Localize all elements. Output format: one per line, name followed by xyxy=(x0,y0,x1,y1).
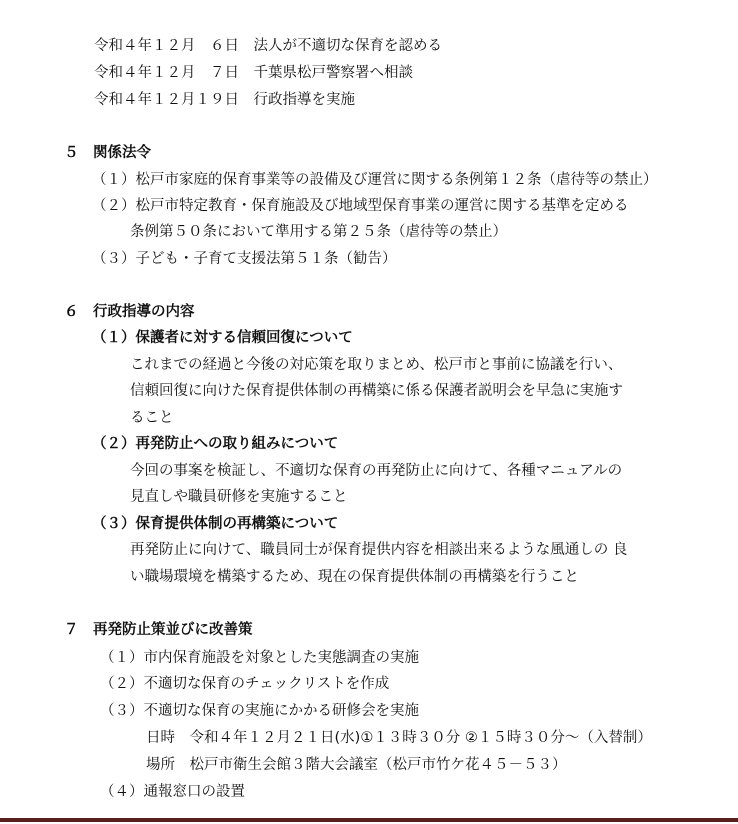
guidance-3-title: （３）保育提供体制の再構築について xyxy=(92,516,339,532)
law-item-2-continuation: 条例第５０条において準用する第２５条（虐待等の禁止） xyxy=(130,224,507,240)
footer-divider xyxy=(0,818,738,822)
guidance-1-line: 信頼回復に向けた保育提供体制の再構築に係る保護者説明会を早急に実施す xyxy=(130,383,623,399)
law-item-2: （２）松戸市特定教育・保育施設及び地域型保育事業の運営に関する基準を定める xyxy=(92,198,629,214)
timeline-entry-dec6: 令和４年１２月 ６日 法人が不適切な保育を認める xyxy=(94,38,442,54)
law-item-3: （３）子ども・子育て支援法第５１条（勧告） xyxy=(92,251,397,267)
section-5-heading: ５ 関係法令 xyxy=(64,145,151,161)
law-item-1: （１）松戸市家庭的保育事業等の設備及び運営に関する条例第１２条（虐待等の禁止） xyxy=(92,172,658,188)
training-place: 場所 松戸市衛生会館３階大会議室（松戸市竹ケ花４５－５３） xyxy=(146,757,567,773)
guidance-2-title: （２）再発防止への取り組みについて xyxy=(92,436,339,452)
section-6-heading: ６ 行政指導の内容 xyxy=(64,304,195,320)
section-7-heading: ７ 再発防止策並びに改善策 xyxy=(64,622,253,638)
measure-item-4: （４）通報窓口の設置 xyxy=(100,784,245,800)
measure-item-3: （３）不適切な保育の実施にかかる研修会を実施 xyxy=(100,703,419,719)
guidance-1-line: これまでの経過と今後の対応策を取りまとめ、松戸市と事前に協議を行い、 xyxy=(130,357,623,373)
timeline-entry-dec19: 令和４年１２月１９日 行政指導を実施 xyxy=(94,92,355,108)
guidance-2-line: 見直しや職員研修を実施すること xyxy=(130,489,348,505)
training-datetime: 日時 令和４年１２月２１日(水)①１３時３０分 ②１５時３０分～（入替制） xyxy=(146,730,652,746)
guidance-2-line: 今回の事案を検証し、不適切な保育の再発防止に向けて、各種マニュアルの xyxy=(130,463,623,479)
measure-item-2: （２）不適切な保育のチェックリストを作成 xyxy=(100,676,390,692)
timeline-entry-dec7: 令和４年１２月 ７日 千葉県松戸警察署へ相談 xyxy=(94,65,413,81)
guidance-3-line: い職場環境を構築するため、現在の保育提供体制の再構築を行うこと xyxy=(130,569,579,585)
guidance-1-title: （１）保護者に対する信頼回復について xyxy=(92,330,353,346)
measure-item-1: （１）市内保育施設を対象とした実態調査の実施 xyxy=(100,650,419,666)
guidance-3-line: 再発防止に向けて、職員同士が保育提供内容を相談出来るような風通しの 良 xyxy=(130,542,628,558)
guidance-1-line: ること xyxy=(130,410,174,426)
